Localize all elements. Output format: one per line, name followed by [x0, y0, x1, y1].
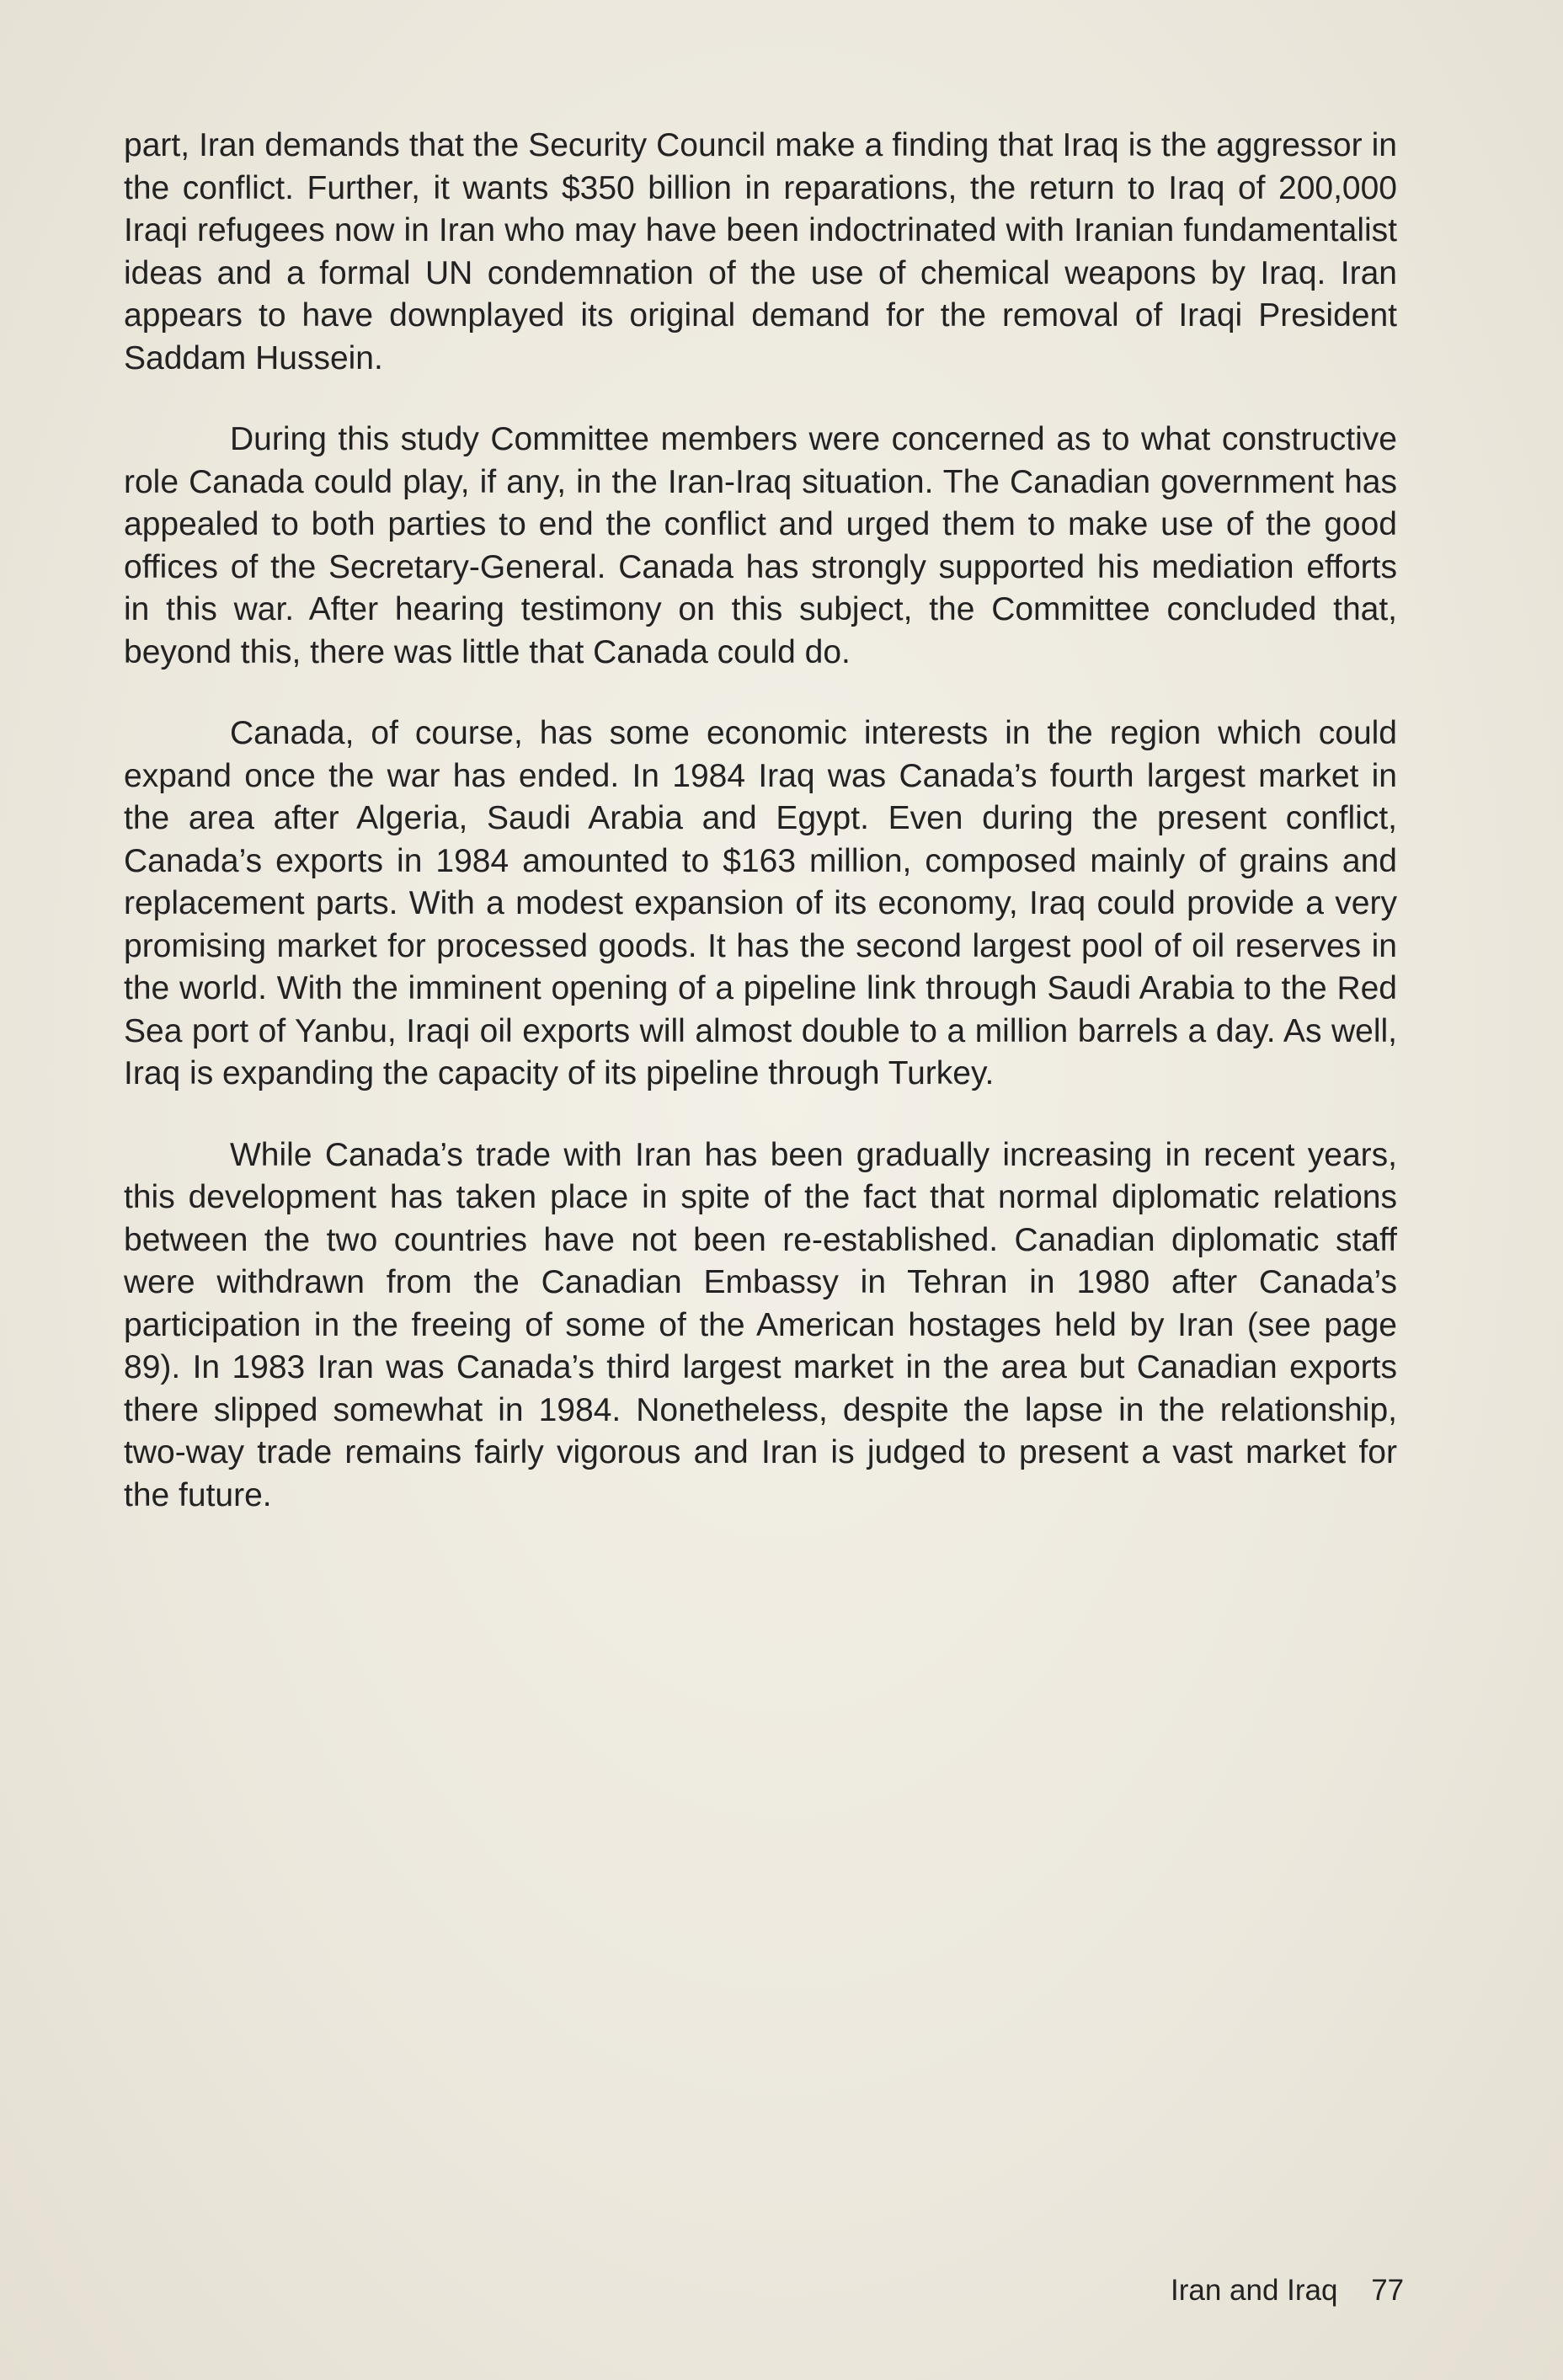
paragraph-3: Canada, of course, has some economic interests in the region which could expand once the war has ended. In 1984 Iraq was Canada’s fourth largest market in the area after Algeria, Saudi Arabia and Egypt. Even during the present conflict, Canada’s exports in 1984 amounted to $163 million, composed mainly of grains and replacement parts. With a modest expansion of its economy, Iraq could provide a very promising market for processed goods. It has the second largest pool of oil reserves in the world. With the imminent opening of a pipeline link through Saudi Arabia to the Red Sea port of Yanbu, Iraqi oil exports will almost double to a million barrels a day. As well, Iraq is expanding the capacity of its pipeline through Turkey.: [124, 715, 1397, 1091]
running-footer: [1171, 2274, 1404, 2308]
paragraph-4: While Canada’s trade with Iran has been gradually increasing in recent years, this development has taken place in spite of the fact that normal diplomatic relations between the two countries have not been re-established. Canadian diplomatic staff were withdrawn from the Canadian Embassy in Tehran in 1980 after Canada’s participation in the freeing of some of the American hostages held by Iran (see page 89). In 1983 Iran was Canada’s third largest market in the area but Canadian exports there slipped somewhat in 1984. Nonetheless, despite the lapse in the relationship, two-way trade remains fairly vigorous and Iran is judged to present a vast market for the future.: [124, 1136, 1397, 1513]
running-title: Iran and Iraq: [1171, 2274, 1338, 2307]
paragraph-2: During this study Committee members were concerned as to what constructive role Canada could play, if any, in the Iran-Iraq situation. The Canadian government has appealed to both parties to end the conflict and urged them to make use of the good offices of the Secretary-General. Canada has strongly supported his mediation efforts in this war. After hearing testimony on this subject, the Committee concluded that, beyond this, there was little that Canada could do.: [124, 421, 1397, 670]
page-number: 77: [1371, 2274, 1405, 2307]
paragraph-1: part, Iran demands that the Security Council make a finding that Iraq is the aggressor in the conflict. Further, it wants $350 billion in reparations, the return to Iraq of 200,000 Iraqi refugees now in Iran who may have been indoctrinated with Iranian fundamentalist ideas and a formal UN condemnation of the use of chemical weapons by Iraq. Iran appears to have downplayed its original demand for the removal of Iraqi President Saddam Hussein.: [124, 127, 1397, 376]
body-text: [124, 125, 1397, 1556]
